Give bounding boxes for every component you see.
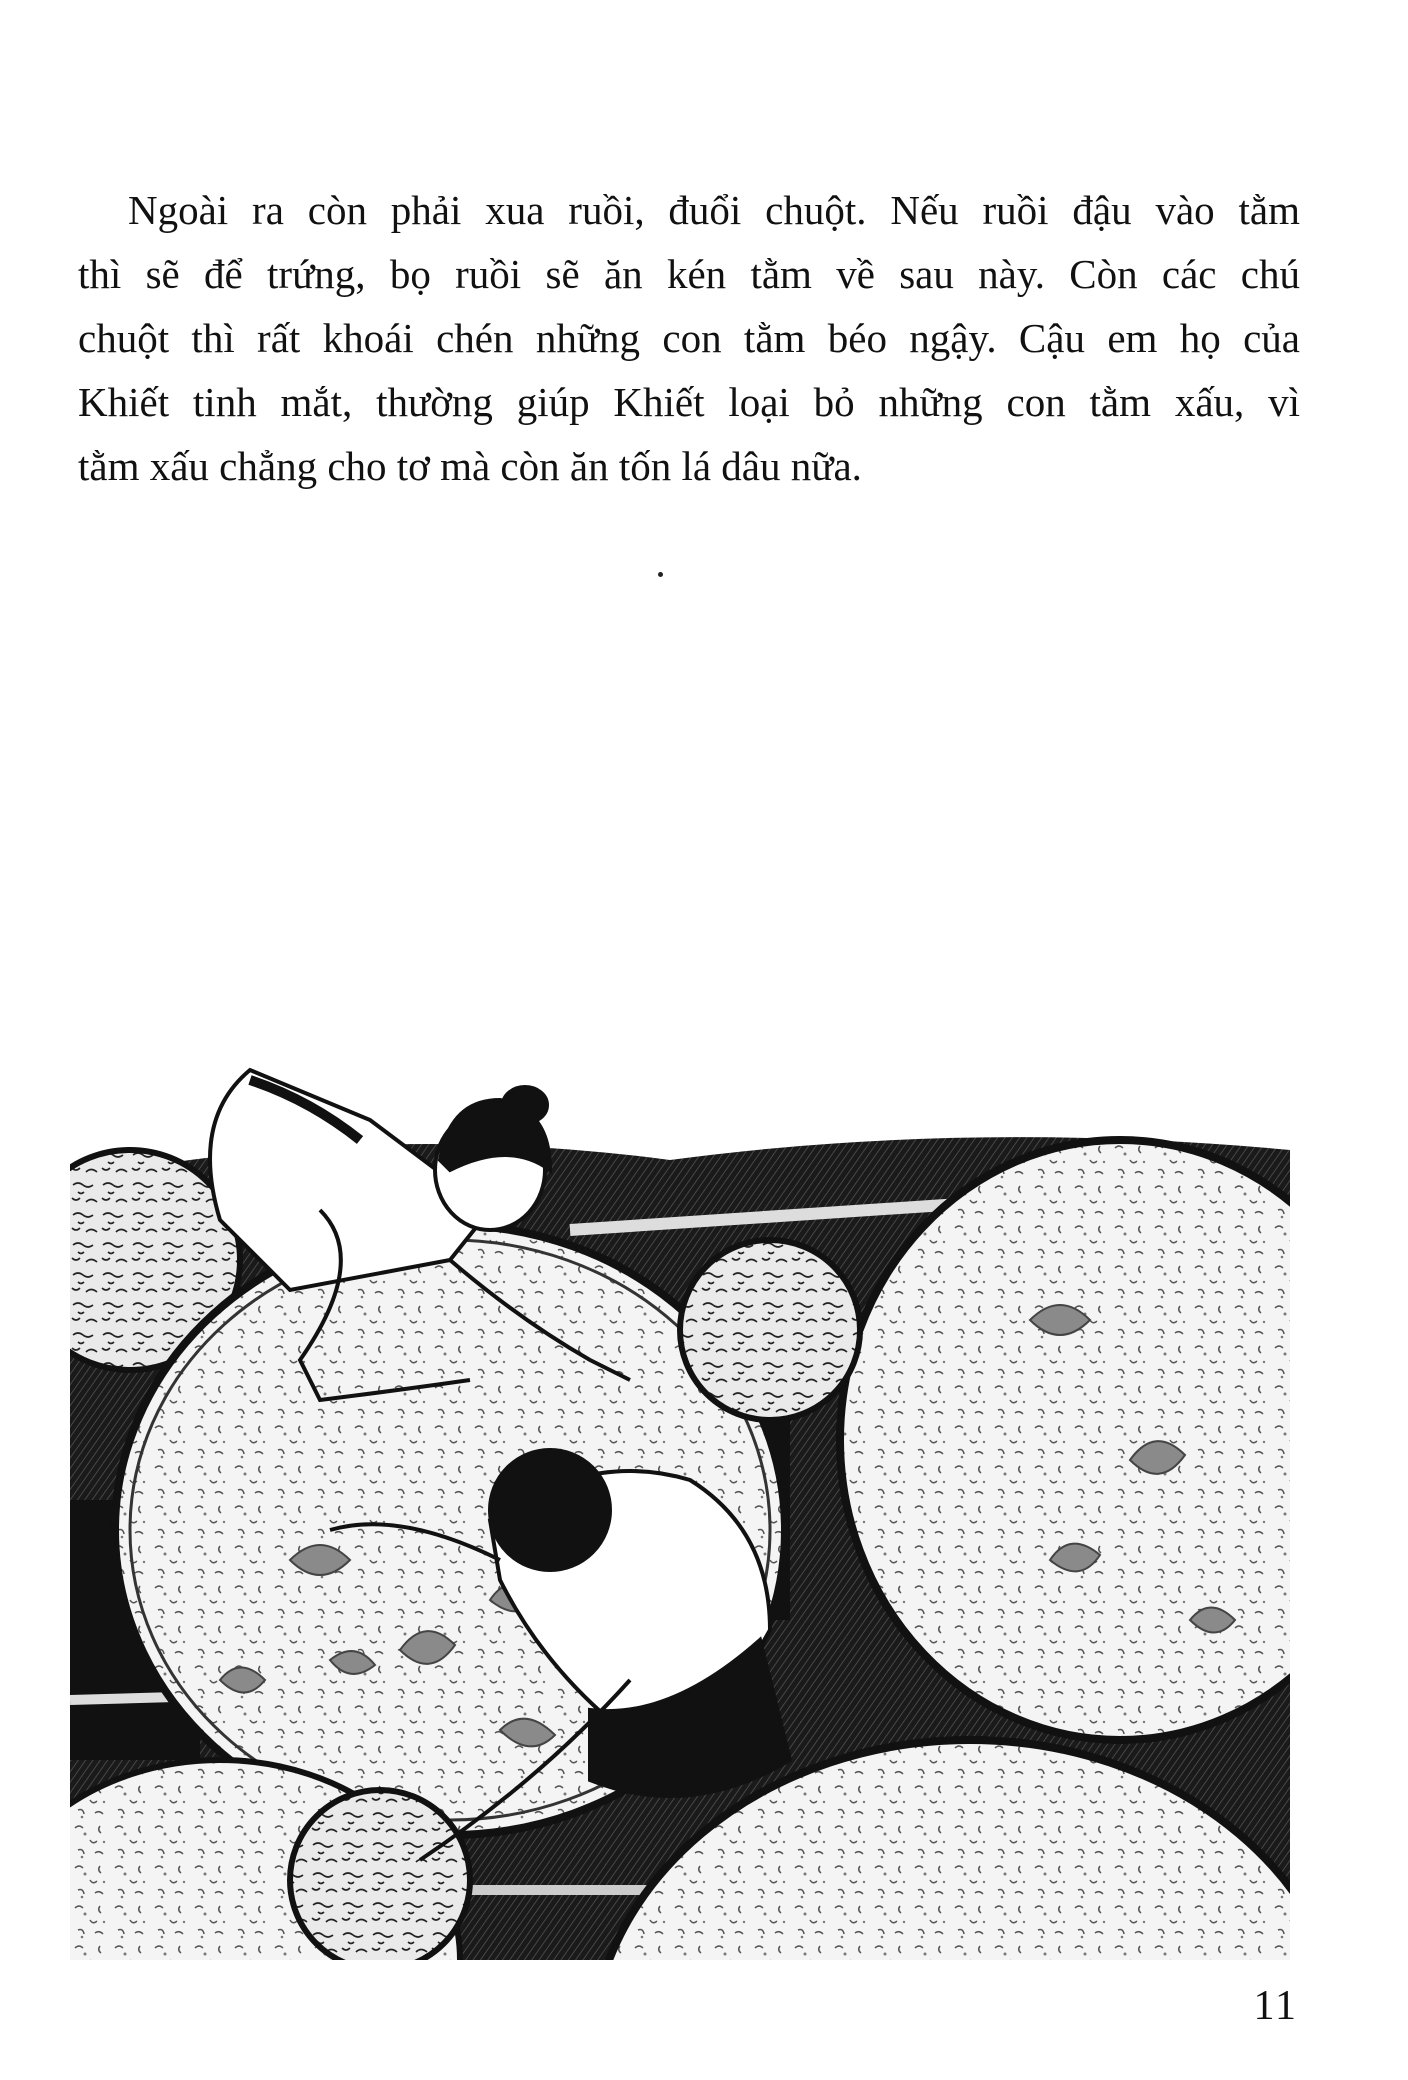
silkworm-trays-illustration (70, 1060, 1290, 1960)
paragraph-line-1: Ngoài ra còn phải xua ruồi, đuổi chuột. Nếu ruồi đậu vào tằm (128, 187, 1300, 233)
paragraph-line-5: tằm xấu chẳng cho tơ mà còn ăn tốn lá dâu nữa. (78, 443, 862, 489)
paragraph-line-2: thì sẽ để trứng, bọ ruồi sẽ ăn kén tằm về sau này. Còn các chú (78, 251, 1300, 297)
page-number: 11 (1253, 1983, 1298, 2029)
body-paragraph (78, 178, 1300, 498)
ink-speck (658, 572, 663, 577)
paragraph-line-4: Khiết tinh mắt, thường giúp Khiết loại bỏ những con tằm xấu, vì (78, 379, 1300, 425)
paragraph-line-3: chuột thì rất khoái chén những con tằm béo ngậy. Cậu em họ của (78, 315, 1300, 361)
